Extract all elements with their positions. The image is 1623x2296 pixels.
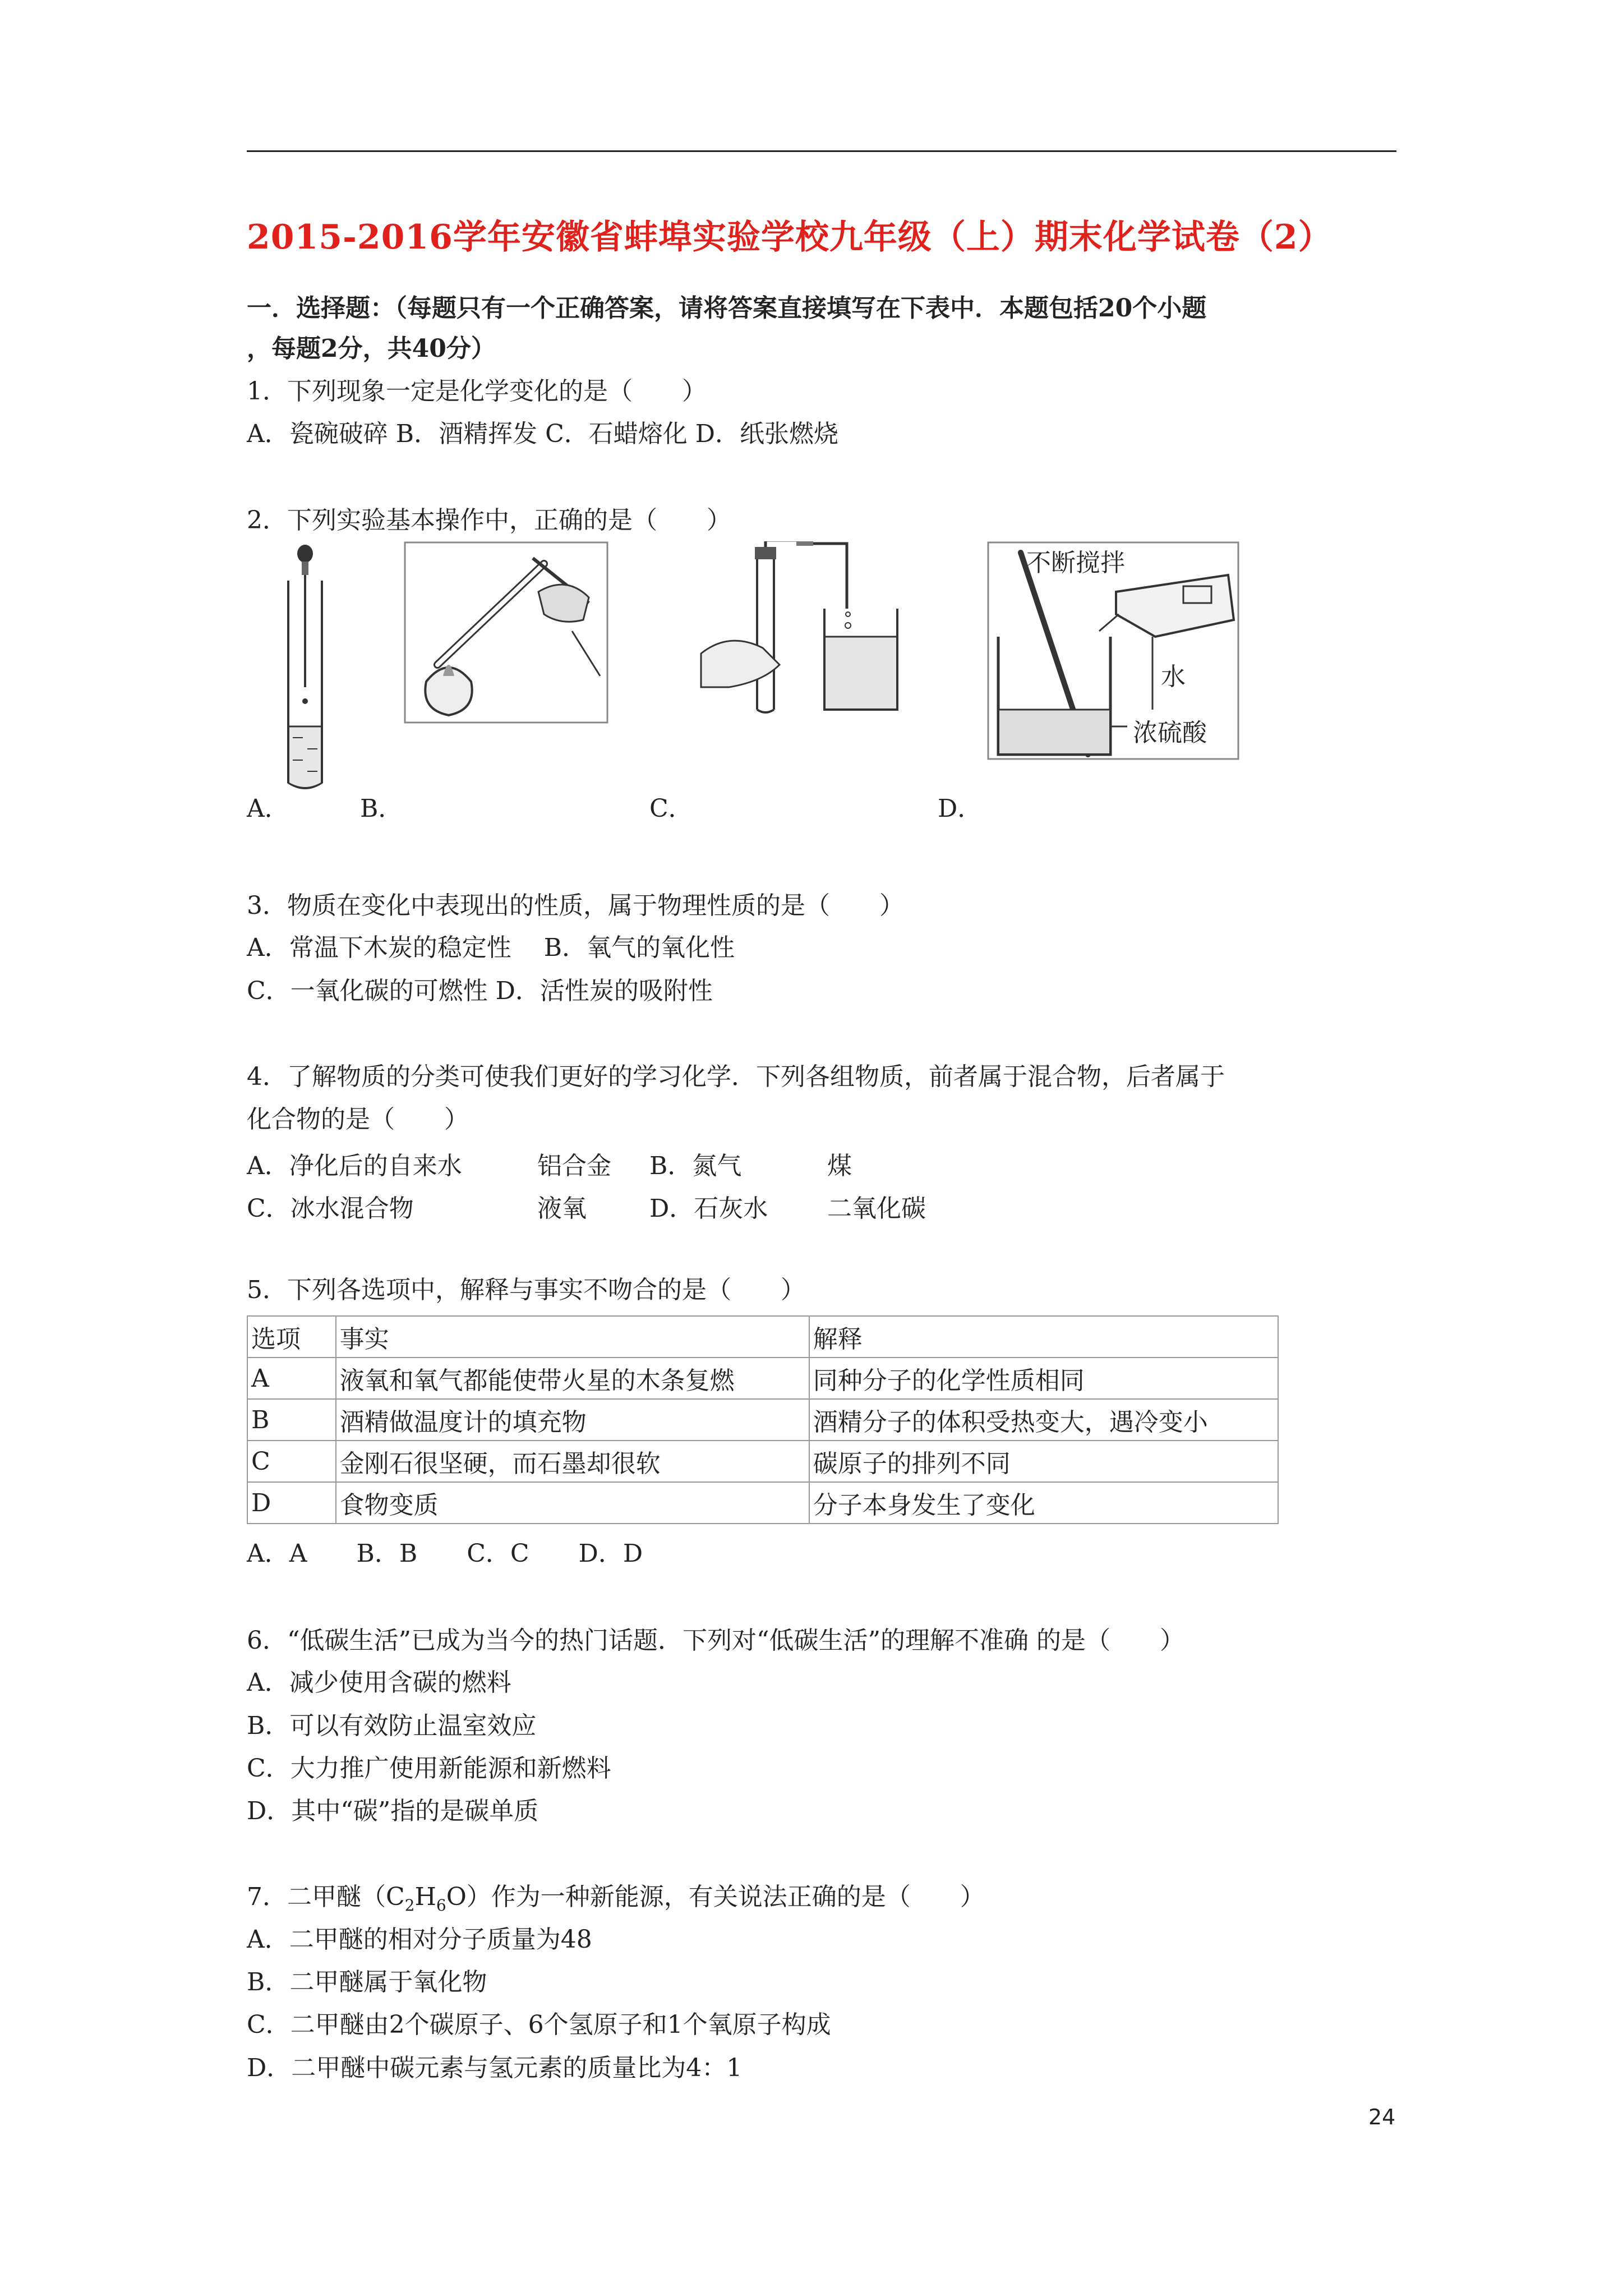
table-row (247, 1482, 1278, 1524)
q7-option-b: B．二甲醚属于氧化物 (247, 1968, 487, 1996)
table-cell: 食物变质 (336, 1482, 809, 1524)
q6-option-c: C．大力推广使用新能源和新燃料 (247, 1754, 611, 1783)
q3-stem: 3．物质在变化中表现出的性质，属于物理性质的是（ ） (247, 891, 904, 920)
table-cell: 碳原子的排列不同 (809, 1441, 1278, 1482)
header-rule (247, 150, 1396, 152)
table-cell: 金刚石很坚硬，而石墨却很软 (336, 1441, 809, 1482)
exam-title: 2015-2016学年安徽省蚌埠实验学校九年级（上）期末化学试卷（2） (247, 218, 1332, 257)
q2-label-c: C． (649, 794, 693, 823)
q1-stem: 1．下列现象一定是化学变化的是（ ） (247, 377, 707, 406)
q4-option-a: A．净化后的自来水 (247, 1152, 462, 1180)
q4-option-b-second: 煤 (827, 1152, 852, 1180)
q2-label-d: D． (938, 794, 983, 823)
figure-d-acid-label: 浓硫酸 (1133, 719, 1207, 747)
table-row (247, 1358, 1278, 1399)
table-cell: D (247, 1482, 336, 1524)
table-row (247, 1399, 1278, 1441)
q4-option-a-second: 铝合金 (537, 1152, 611, 1180)
table-header-row (247, 1316, 1278, 1358)
table-row (247, 1441, 1278, 1482)
q7-option-d: D．二甲醚中碳元素与氢元素的质量比为4：1 (247, 2054, 743, 2082)
table-cell: B (247, 1399, 336, 1441)
q3-options-line2: C．一氧化碳的可燃性 D．活性炭的吸附性 (247, 977, 713, 1005)
q4-option-d: D．石灰水 (649, 1194, 768, 1223)
q2-label-a: A． (247, 794, 289, 823)
page-number: 24 (1368, 2105, 1396, 2129)
table-cell: 分子本身发生了变化 (809, 1482, 1278, 1524)
table-cell: 液氧和氧气都能使带火星的木条复燃 (336, 1358, 809, 1399)
table-cell: 酒精分子的体积受热变大，遇冷变小 (809, 1399, 1278, 1441)
q4-option-d-second: 二氧化碳 (827, 1194, 926, 1223)
figure-a-dropper (280, 541, 331, 794)
q4-stem-cont: 化合物的是（ ） (247, 1105, 469, 1134)
figure-c-airtight-check (695, 541, 903, 715)
q5-table (247, 1315, 1279, 1524)
table-cell: C (247, 1441, 336, 1482)
figure-d-water-label: 水 (1161, 662, 1186, 691)
q4-stem: 4．了解物质的分类可使我们更好的学习化学．下列各组物质，前者属于混合物，后者属于 (247, 1062, 1225, 1091)
q3-options-line1: A．常温下木炭的稳定性 B．氧气的氧化性 (247, 933, 735, 962)
q2-stem: 2．下列实验基本操作中，正确的是（ ） (247, 506, 731, 535)
q4-option-c-second: 液氧 (537, 1194, 587, 1223)
table-cell: 同种分子的化学性质相同 (809, 1358, 1278, 1399)
q4-option-c: C．冰水混合物 (247, 1194, 414, 1223)
q6-option-b: B．可以有效防止温室效应 (247, 1711, 537, 1740)
q7-option-a: A．二甲醚的相对分子质量为48 (247, 1925, 592, 1954)
q6-option-a: A．减少使用含碳的燃料 (247, 1668, 511, 1697)
table-header: 事实 (336, 1316, 809, 1358)
section-heading: 一．选择题：（每题只有一个正确答案，请将答案直接填写在下表中．本题包括20个小题 (247, 294, 1207, 323)
q6-option-d: D．其中“碳”指的是碳单质 (247, 1797, 539, 1825)
table-cell: A (247, 1358, 336, 1399)
table-cell: 酒精做温度计的填充物 (336, 1399, 809, 1441)
q5-options: A．A B．B C．C D．D (247, 1539, 643, 1568)
section-heading-cont: ，每题2分，共40分） (247, 334, 496, 363)
q4-option-b: B．氮气 (649, 1152, 742, 1180)
q6-stem: 6．“低碳生活”已成为当今的热门话题．下列对“低碳生活”的理解不准确 的是（ ） (247, 1626, 1184, 1655)
table-header: 选项 (247, 1316, 336, 1358)
q7-option-c: C．二甲醚由2个碳原子、6个氢原子和1个氧原子构成 (247, 2010, 831, 2039)
q7-stem: 7．二甲醚$(C_2H_6O)$作为一种新能源，有关说法正确的是（ ） (247, 1883, 985, 1915)
table-header: 解释 (809, 1316, 1278, 1358)
q2-label-b: B． (360, 794, 403, 823)
q1-options: A．瓷碗破碎 B．酒精挥发 C．石蜡熔化 D．纸张燃烧 (247, 420, 839, 448)
figure-b-heating (404, 541, 608, 724)
figure-d-stir-label: 不断搅拌 (1026, 549, 1125, 577)
q5-stem: 5．下列各选项中，解释与事实不吻合的是（ ） (247, 1276, 805, 1304)
